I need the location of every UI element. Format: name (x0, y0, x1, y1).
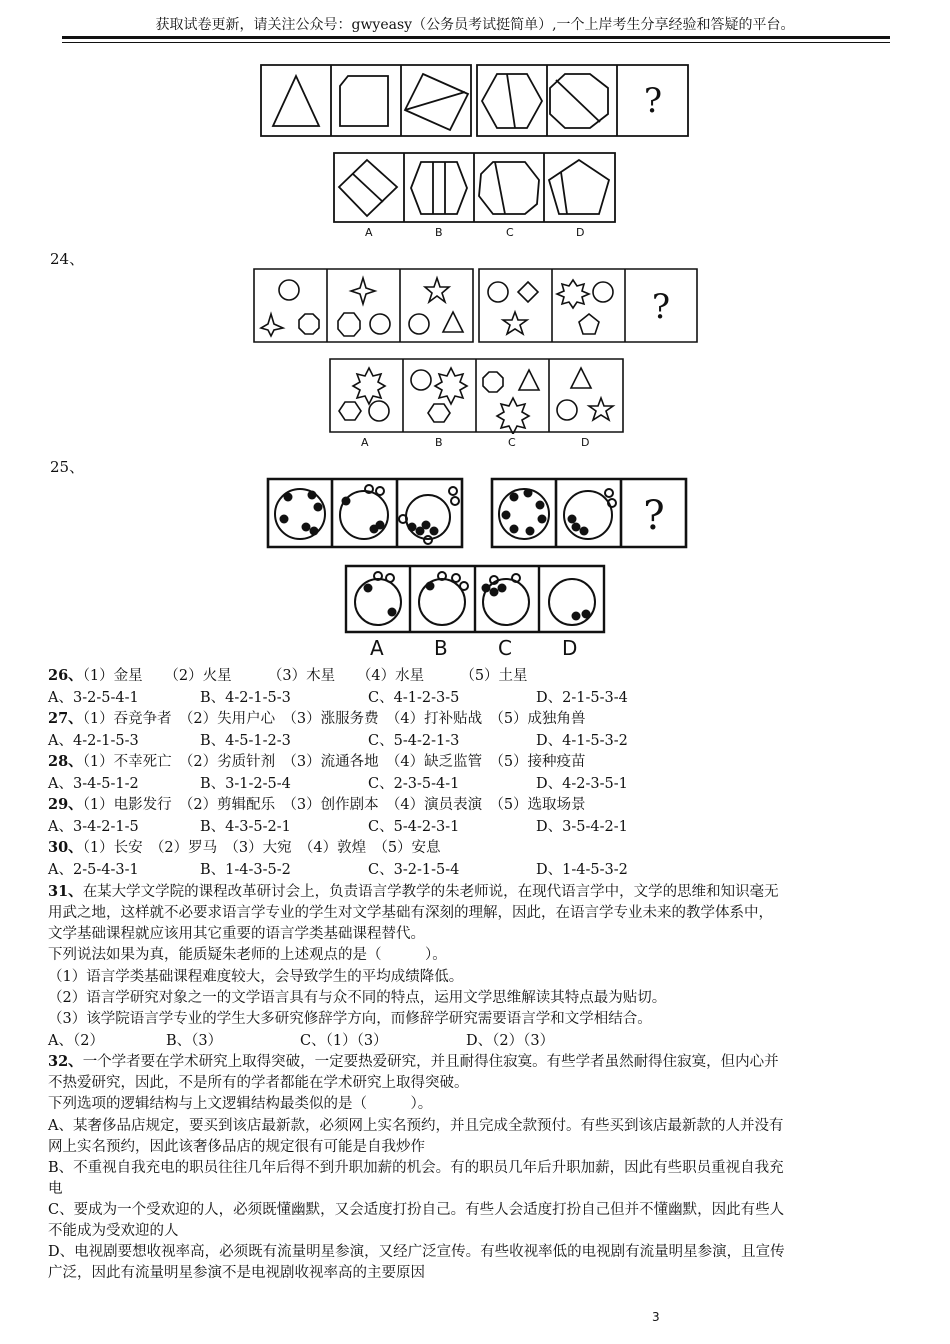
q31-paragraph-line-2: 用武之地，这样就不必要求语言学专业的学生对文学基础有深刻的理解，因此，在语言学专业未来的教学体系中， (48, 905, 773, 921)
q24-question-figure (253, 268, 699, 344)
q23-question-figure (260, 64, 690, 138)
q28-option-d: D、4-2-3-5-1 (536, 776, 628, 792)
q32-option-b-line-1: B、不重视自我充电的职员往往几年后得不到升职加薪的机会。有的职员几年后升职加薪，因此有些职员重视自我充 (48, 1160, 784, 1176)
q32-paragraph-line-1: 32、一个学者要在学术研究上取得突破，一定要热爱研究，并且耐得住寂寞。有些学者虽然耐得住寂寞，但内心并 (48, 1053, 779, 1070)
q30-option-b: B、1-4-3-5-2 (200, 862, 291, 878)
q31-option-b: B、（3） (166, 1033, 223, 1049)
q32-option-d-line-1: D、电视剧要想收视率高，必须既有流量明星参演，又经广泛宣传。有些收视率低的电视剧有流量明星参演，且宣传 (48, 1244, 785, 1260)
q23-option-label-d: D (576, 226, 585, 239)
q26-option-c: C、4-1-2-3-5 (368, 690, 460, 706)
q24-question-mark: ? (651, 287, 671, 327)
q31-paragraph-line-1: 31、在某大学文学院的课程改革研讨会上，负责语言学教学的朱老师说，在现代语言学中，文学的思维和知识毫无 (48, 883, 779, 900)
q25-option-label-d: D (562, 636, 578, 660)
q30-option-d: D、1-4-5-3-2 (536, 862, 628, 878)
q31-question: 下列说法如果为真，能质疑朱老师的上述观点的是（ ）。 (48, 947, 447, 963)
q26-stem-line (48, 664, 528, 685)
q31-statement-3: （3）该学院语言学专业的学生大多研究修辞学方向，而修辞学研究需要语言学和文学相结合。 (48, 1011, 652, 1027)
q30-stem-line (48, 836, 441, 857)
q32-number: 32、 (48, 1053, 83, 1070)
q30-option-a: A、2-5-4-3-1 (48, 862, 139, 878)
q32-option-c-line-2: 不能成为受欢迎的人 (48, 1223, 179, 1239)
q32-option-c-line-1: C、要成为一个受欢迎的人，必须既懂幽默，又会适度打扮自己。有些人会适度打扮自己但并不懂幽默，因此有些人 (48, 1202, 785, 1218)
q30-stem: （1）长安 （2）罗马 （3）大宛 （4）敦煌 （5）安息 (82, 840, 441, 856)
q23-option-label-c: C (506, 226, 514, 239)
q27-number: 27、 (48, 710, 83, 727)
q29-option-c: C、5-4-2-3-1 (368, 819, 460, 835)
q23-options-figure (333, 152, 617, 224)
q29-option-a: A、3-4-2-1-5 (48, 819, 139, 835)
q24-option-label-c: C (508, 436, 516, 449)
q29-option-b: B、4-3-5-2-1 (200, 819, 291, 835)
q25-question-figure (266, 477, 690, 549)
q32-option-b-line-2: 电 (48, 1181, 63, 1197)
q25-number: 25、 (50, 458, 85, 476)
q27-option-c: C、5-4-2-1-3 (368, 733, 460, 749)
q29-stem: （1）电影发行 （2）剪辑配乐 （3）创作剧本 （4）演员表演 （5）选取场景 (82, 797, 586, 813)
q26-option-a: A、3-2-5-4-1 (48, 690, 139, 706)
q23-option-label-a: A (365, 226, 373, 239)
q29-option-d: D、3-5-4-2-1 (536, 819, 628, 835)
q24-options-figure (329, 358, 625, 434)
q27-option-b: B、4-5-1-2-3 (200, 733, 291, 749)
q31-statement-2: （2）语言学研究对象之一的文学语言具有与众不同的特点，运用文学思维解读其特点最为贴切。 (48, 990, 667, 1006)
q28-number: 28、 (48, 753, 83, 770)
q25-option-label-c: C (498, 636, 512, 660)
q28-option-a: A、3-4-5-1-2 (48, 776, 139, 792)
header-rule (62, 36, 890, 43)
q25-question-mark: ? (643, 493, 665, 539)
q31-option-d: D、（2）（3） (466, 1033, 555, 1049)
q23-question-mark: ? (643, 81, 663, 121)
q28-option-c: C、2-3-5-4-1 (368, 776, 460, 792)
q27-stem-line (48, 707, 586, 728)
q28-stem: （1）不幸死亡 （2）劣质针剂 （3）流通各地 （4）缺乏监管 （5）接种疫苗 (82, 754, 586, 770)
q31-option-a: A、（2） (48, 1033, 104, 1049)
q31-paragraph-line-3: 文学基础课程就应该用其它重要的语言学类基础课程替代。 (48, 926, 425, 942)
q32-option-d-line-2: 广泛，因此有流量明星参演不是电视剧收视率高的主要原因 (48, 1265, 425, 1281)
q32-question: 下列选项的逻辑结构与上文逻辑结构最类似的是（ ）。 (48, 1096, 433, 1112)
q26-option-b: B、4-2-1-5-3 (200, 690, 291, 706)
q32-option-a-line-1: A、某奢侈品店规定，要买到该店最新款，必须网上实名预约，并且完成全款预付。有些买到该店最新款的人并没有 (48, 1118, 784, 1134)
q24-number: 24、 (50, 250, 85, 268)
q27-option-d: D、4-1-5-3-2 (536, 733, 628, 749)
q31-number: 31、 (48, 883, 83, 900)
q32-paragraph-line-2: 不热爱研究，因此，不是所有的学者都能在学术研究上取得突破。 (48, 1075, 469, 1091)
q23-option-label-b: B (435, 226, 443, 239)
q31-option-c: C、（1）（3） (300, 1033, 388, 1049)
page-number: 3 (652, 1310, 660, 1324)
q26-option-d: D、2-1-5-3-4 (536, 690, 628, 706)
q29-number: 29、 (48, 796, 83, 813)
q24-option-label-d: D (581, 436, 590, 449)
q31-statement-1: （1）语言学类基础课程难度较大，会导致学生的平均成绩降低。 (48, 969, 464, 985)
q27-stem: （1）吞竞争者 （2）失用户心 （3）涨服务费 （4）打补贴战 （5）成独角兽 (82, 711, 586, 727)
q29-stem-line (48, 793, 586, 814)
q30-option-c: C、3-2-1-5-4 (368, 862, 460, 878)
q24-option-label-b: B (435, 436, 443, 449)
q27-option-a: A、4-2-1-5-3 (48, 733, 139, 749)
q24-option-label-a: A (361, 436, 369, 449)
q25-option-label-a: A (370, 636, 384, 660)
q25-option-label-b: B (434, 636, 448, 660)
page-header: 获取试卷更新，请关注公众号：gwyeasy（公务员考试挺简单）,一个上岸考生分享经验和答疑的平台。 (155, 17, 795, 33)
q32-option-a-line-2: 网上实名预约，因此该奢侈品店的规定很有可能是自我炒作 (48, 1139, 425, 1155)
q28-stem-line (48, 750, 586, 771)
q30-number: 30、 (48, 839, 83, 856)
q26-stem: （1）金星 （2）火星 （3）木星 （4）水星 （5）土星 (82, 668, 528, 684)
q25-options-figure (344, 564, 606, 634)
q28-option-b: B、3-1-2-5-4 (200, 776, 291, 792)
q26-number: 26、 (48, 667, 83, 684)
